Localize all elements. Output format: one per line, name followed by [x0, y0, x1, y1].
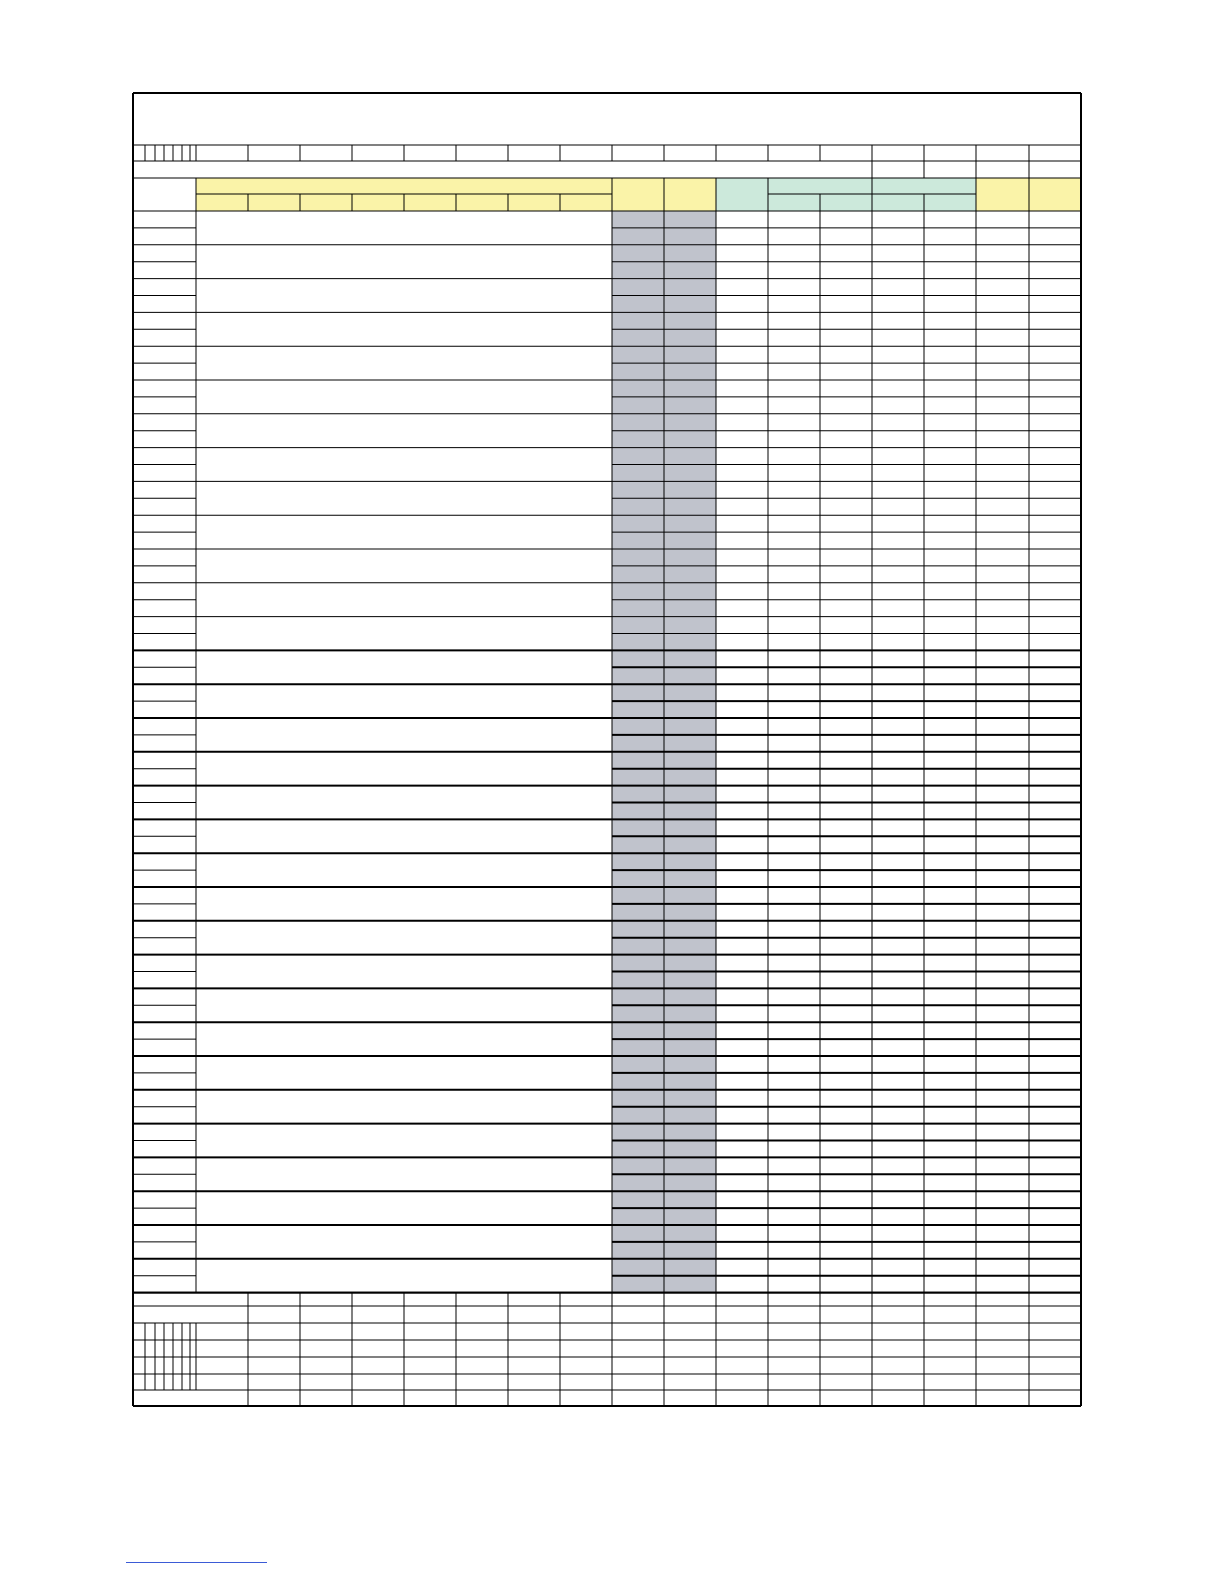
grid-lines: [133, 93, 1081, 1406]
footer-link[interactable]: [126, 1548, 267, 1563]
